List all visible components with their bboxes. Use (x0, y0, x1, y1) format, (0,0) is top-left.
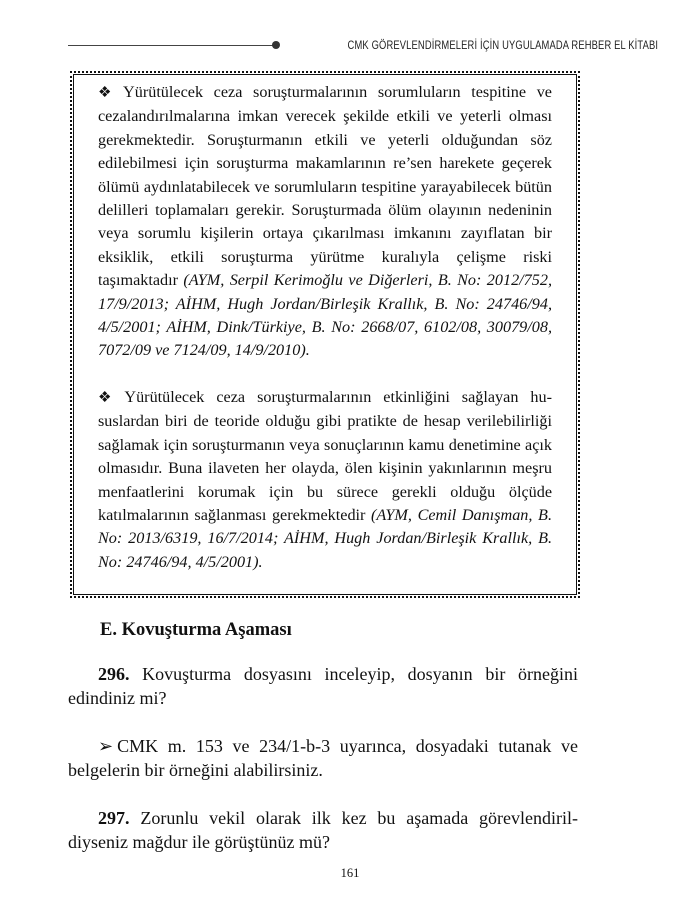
question-text: Kovuşturma dosyasını inceleyip, dosyanın bir örneğini edindiniz mi? (68, 664, 578, 708)
diamond-bullet-icon: ❖ (98, 85, 119, 101)
case-law-box-content (98, 81, 552, 574)
question-text: Zorunlu vekil olarak ilk kez bu aşamada görevlendirildiyseniz mağdur ile görüştünüz mü? (68, 808, 578, 852)
header-bullet-dot (272, 41, 280, 49)
diamond-bullet-icon: ❖ (98, 389, 120, 406)
box-paragraph-1 (98, 81, 552, 363)
section-heading: E. Kovuşturma Aşaması (100, 620, 292, 640)
box-paragraph-1-text: Yürütülecek ceza soruşturmalarının sorumluların tespitine ve cezalandırılmalarına imkan verecek şekilde etkili ve yeterli olması gerekmektedir. Soruşturmanın etkili ve yeterli olduğundan söz edilebilmesi için soruşturma makamlarının re’sen harekete geçerek ölümü aydınlatabilecek ve sorumluların tespitine yarayabilecek bütün delilleri toplamaları gerekir. Soruşturmada ölüm olayının nedeninin veya sorumlu kişilerin ortaya çıkarılması imkanını zayıflatan bir eksiklik, etkili soruşturma yürütme kuralıyla çelişme riski taşımaktadır (98, 83, 552, 290)
box-paragraph-2-text: Yürütülecek ceza soruşturmalarının etkinliğini sağlayan hususlardan biri de teoride olduğu gibi pratikte de hesap verilebilirliği sağlamak için soruşturmanın veya sonuçlarının kamu denetimine açık olmasıdır. Buna ilaveten her olayda, ölen kişinin yakınlarının meşru menfaatlerini korumak için bu sürece gerekli olduğu ölçüde katılmalarının sağlanması gerekmektedir (98, 387, 552, 524)
box-paragraph-2 (98, 386, 552, 574)
question-number: 296. (98, 664, 130, 684)
answer-text: CMK m. 153 ve 234/1-b-3 uyarınca, dosyadaki tutanak ve belgelerin bir örneğini alabilirsiniz. (68, 736, 578, 780)
answer-296 (68, 734, 578, 782)
case-law-box (70, 71, 580, 598)
box-paragraph-1-citation: (AYM, Serpil Kerimoğlu ve Diğerleri, B. No: 2012/752, 17/9/2013; AİHM, Hugh Jordan/Birleşik Krallık, B. No: 24746/94, 4/5/2001; AİHM, Dink/Türkiye, B. No: 2668/07, 6102/08, 30079/08, 7072/09 ve 7124/09, 14/9/2010). (98, 271, 552, 360)
page-number: 161 (340, 866, 360, 880)
running-header (68, 36, 659, 56)
header-title: CMK GÖREVLENDİRMELERİ İÇİN UYGULAMADA REHBER EL KİTABI (347, 38, 659, 52)
header-rule (68, 45, 274, 46)
arrow-bullet-icon: ➢ (98, 736, 114, 756)
box-paragraph-2-citation: (AYM, Cemil Danışman, B. No: 2013/6319, 16/7/2014; AİHM, Hugh Jordan/Birleşik Krallık, B. No: 24746/94, 4/5/2001). (98, 505, 552, 571)
question-number: 297. (98, 808, 130, 828)
question-297 (68, 806, 578, 854)
question-296 (68, 662, 578, 710)
